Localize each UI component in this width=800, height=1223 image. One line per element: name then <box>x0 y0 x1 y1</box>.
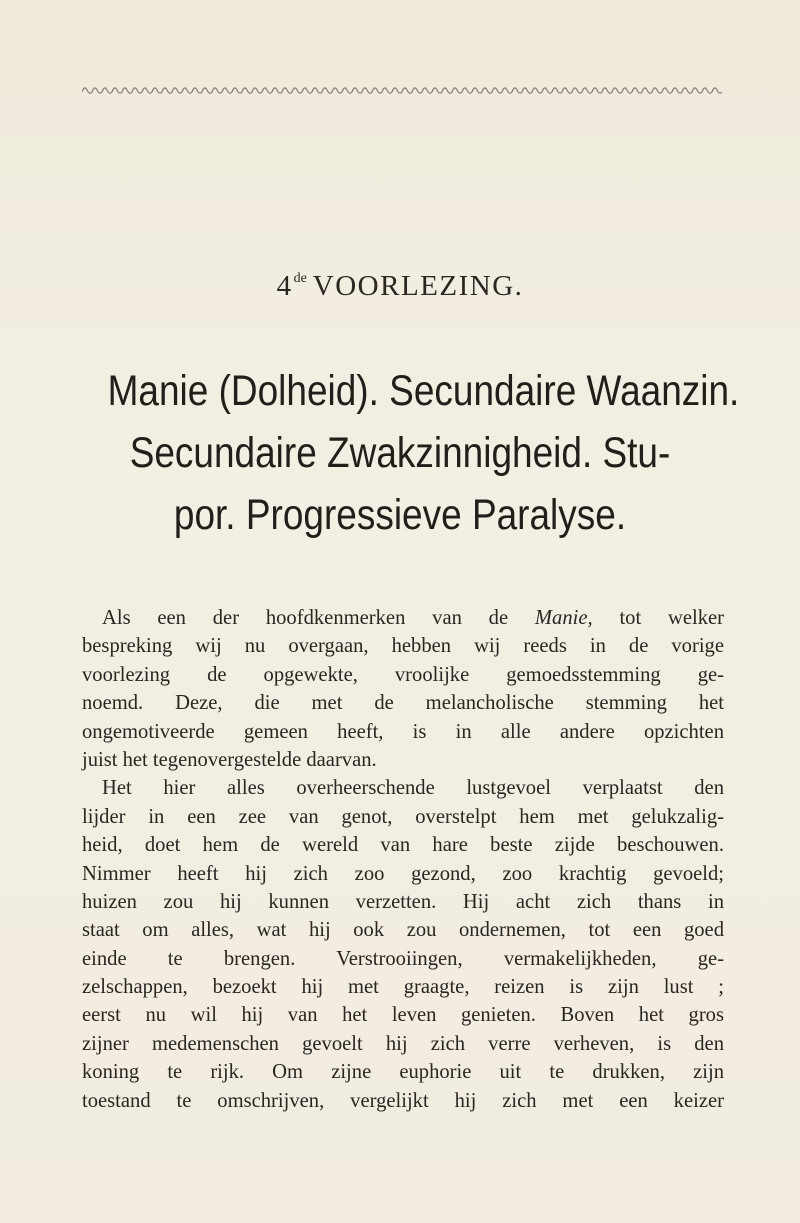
title-line: Secundaire Zwakzinnigheid. Stu- <box>129 429 671 477</box>
body-line: noemd. Deze, die met de melancholische stemming het <box>82 692 724 715</box>
body-line: zelschappen, bezoekt hij met graagte, reizen is zijn lust ; <box>82 976 724 999</box>
body-line: zijner medemenschen gevoelt hij zich verre verheven, is den <box>82 1032 724 1055</box>
body-line: Het hier alles overheerschende lustgevoel verplaatst den <box>102 777 724 800</box>
body-line: heid, doet hem de wereld van hare beste zijde beschouwen. <box>82 834 724 857</box>
body-line: koning te rijk. Om zijne euphorie uit te drukken, zijn <box>82 1061 724 1084</box>
body-line: ongemotiveerde gemeen heeft, is in alle andere opzichten <box>82 720 724 743</box>
body-line: juist het tegenovergestelde daarvan. <box>82 748 377 771</box>
chapter-number: 4 <box>276 270 293 302</box>
body-line-start: Als een der hoofdkenmerken van de <box>102 607 535 629</box>
chapter-word: VOORLEZING. <box>312 270 524 302</box>
body-line-end: tot welker <box>592 607 724 629</box>
body-line: lijder in een zee van genot, overstelpt hem met gelukzalig- <box>82 805 724 828</box>
body-line: huizen zou hij kunnen verzetten. Hij acht zich thans in <box>82 890 724 913</box>
chapter-suffix: de <box>293 271 307 286</box>
body-line: einde te brengen. Verstrooiingen, vermakelijkheden, ge- <box>82 947 724 970</box>
body-line: Nimmer heeft hij zich zoo gezond, zoo krachtig gevoeld; <box>82 862 724 885</box>
wavy-rule-icon <box>82 80 722 100</box>
title-line: por. Progressieve Paralyse. <box>173 491 627 539</box>
body-line: staat om alles, wat hij ook zou ondernemen, tot een goed <box>82 919 724 942</box>
lecture-title <box>107 360 740 546</box>
body-line: toestand te omschrijven, vergelijkt hij zich met een keizer <box>82 1089 724 1112</box>
title-line: Manie (Dolheid). Secundaire Waanzin. <box>107 367 740 415</box>
chapter-heading <box>0 270 800 303</box>
body-text <box>82 604 724 1115</box>
emphasis-term: Manie, <box>534 607 593 629</box>
body-line: eerst nu wil hij van het leven genieten. Boven het gros <box>82 1004 724 1027</box>
body-line <box>82 604 724 632</box>
body-line: voorlezing de opgewekte, vroolijke gemoedsstemming ge- <box>82 663 724 686</box>
body-line: bespreking wij nu overgaan, hebben wij reeds in de vorige <box>82 635 724 658</box>
